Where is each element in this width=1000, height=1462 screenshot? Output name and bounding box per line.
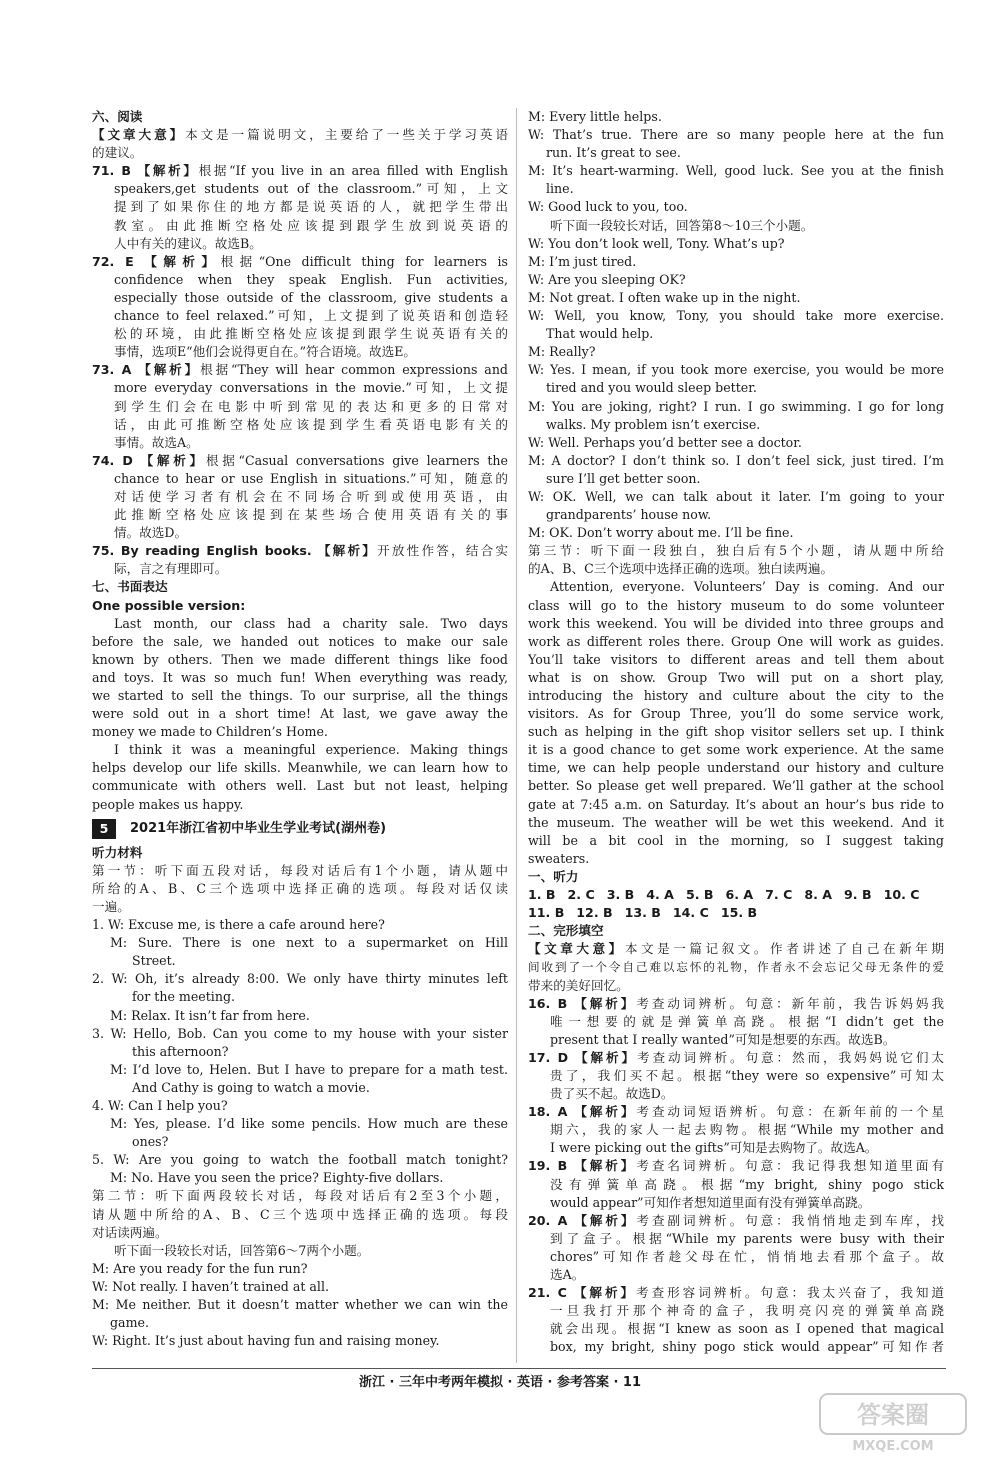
footer-rule [92,1368,946,1369]
long-dialog-2: W: You don’t look well, Tony. What’s up? M: I’m just tired. W: Are you sleeping OK? M: Not great. I often wake up in the night. W: Well, you know, Tony, you should take more exercise. That would help. M: Really? W: Yes. I mean, if you took more exercise, you would be more tired and you would sleep better. M: You are joking, right? I run. I go swimming. I go for long walks. My problem isn’t exercise. W: Well. Perhaps you’d better see a doctor. M: A doctor? I don’t think so. I don’t feel sick, just tired. I’m sure I’ll get better soon. W: OK. Well, we can talk about it later. I’m going to your grandparents’ house now. M: OK. Don’t worry about me. I’ll be fine. [528,235,944,541]
dialog-1: 1. W: Excuse me, is there a cafe around here? M: Sure. There is one next to a supermarket on Hill Street. [92,917,508,969]
section-title: 2021年浙江省初中毕业生学业考试(湖州卷) [130,820,387,836]
summary-line: 的建议。 [92,145,143,161]
question-17: 17. D 【解析】考查动词辨析。句意：然而，我妈妈说它们太 贵了，我们买不起。根据“they were so expensive”可知太 贵了买不起。故选D。 [528,1049,944,1102]
part6-heading: 六、阅读 [92,109,143,124]
dialog-4: 4. W: Can I help you? M: Yes, please. I’d like some pencils. How much are these ones? [92,1097,508,1150]
right-column: M: Every little helps. W: That’s true. There are so many people here at the fun run. It’s great to see. M: It’s heart-warming. Well, good luck. See you at the finish line. W: Good luck to you, too. 听下面一段较长对话，回答第8～10三个小题。 W: You don’t look well, Tony. What’s up? M: I’m just tired. W: Are you sleeping OK? M: Not great. I often wake up in the night. W: Well, you know, Tony, you should take more exercise. That would help. M: Really? W: Yes. I mean, if you took more exercise, you would be more tired and you would sleep better. M: You are joking, right? I run. I go swimming. I go for long walks. My problem isn’t exercise. W: Well. Perhaps you’d better see a doctor. M: A doctor? I don’t think so. I don’t feel sick, just tired. I’m sure I’ll get better soon. W: OK. Well, we can talk about it later. I’m going to your grandparents’ house now. M: OK. Don’t worry about me. I’ll be fine. 第三节：听下面一段独白，独白后有5个小题，请从题中所给 的A、B、C三个选项中选择正确的选项。独白读两遍。 Attention, everyone. Volunteers’ Day is coming. And our class will go to the history museum to do some volunteer work this weekend. You will be divided into three groups and work as different roles there. Group One will work as guides. You’ll take visitors to different areas and tell them about what is on show. Group Two will put on a short play, introducing the history and culture about the city to the visitors. As for Group Three, you’ll do some service work, such as helping in the gift shop visitor sellers set up. I think it is a good chance to get some work experience. At the same time, we can help people understand our history and culture better. So please get well prepared. We’ll gather at the school gate at 7:45 a.m. on Saturday. It’s about an hour’s bus ride to the museum. The weather will be wet this weekend. And it will be a bit cool in the morning, so I suggest taking sweaters. 一、听力 1. B 2. C 3. B 4. A 5. B 6. A 7. C 8. A 9. B 10. C 11. B 12. B 13. B 14. C 15. B 二、完形填空 【文章大意】本文是一篇记叙文。作者讲述了自己在新年期 间收到了一个令自己难以忘怀的礼物，作者永不会忘记父母无条件的爱 带来的美好回忆。 16. B 【解析】考查动词辨析。句意：新年前，我告诉妈妈我 唯一想要的就是弹簧单高跷。根据“I didn’t get the present that I really wanted”可知是想要的东西。故选B。 17. D 【解析】考查动词辨析。句意：然而，我妈妈说它们太 贵了，我们买不起。根据“they were so expensive”可知太 贵了买不起。故选D。 18. A 【解析】考查动词短语辨析。句意：在新年前的一个星 期六，我的家人一起去购物。根据“While my mother and I were picking out the gifts”可知是去购物了。故选A。 19. B 【解析】考查名词辨析。句意：我记得我想知道里面有 没有弹簧单高跷。根据“my bright, shiny pogo stick would appear”可知作者想知道里面有没有弹簧单高跷。 20. A 【解析】考查副词辨析。句意：我悄悄地走到车库，找 到了盒子。根据“While my parents were busy with their chores”可知作者趁父母在忙，悄悄地去看那个盒子。故 选A。 21. C 【解析】考查形容词辨析。句意：我太兴奋了，我知道 一旦我打开那个神奇的盒子，我明亮闪亮的弹簧单高跷 就会出现。根据“I knew as soon as I opened that magical box, my bright, shiny pogo stick would appear”可知作者 [528,108,944,1356]
page-footer: 浙江 · 三年中考两年模拟 · 英语 · 参考答案 · 11 [358,1375,642,1390]
answer-key-row: 11. B 12. B 13. B 14. C 15. B [528,905,758,921]
column-divider [516,108,517,1363]
question-18: 18. A 【解析】考查动词短语辨析。句意：在新年前的一个星 期六，我的家人一起去购物。根据“While my mother and I were picking out the gifts”可知是去购物了。故选A。 [528,1104,944,1156]
answer-key-row: 1. B 2. C 3. B 4. A 5. B 6. A 7. C 8. A 9. B 10. C [528,887,920,903]
long-dialog-1: M: Are you ready for the fun run? W: Not really. I haven’t trained at all. M: Me neither. But it doesn’t matter whether we can win the game. W: Right. It’s just about having fun and raising money. [92,1260,508,1349]
left-column: 六、阅读 【文章大意】本文是一篇说明文，主要给了一些关于学习英语 的建议。 71. B 【解析】根据“If you live in an area filled with English speakers,get students out of the classroom.”可知，上文 提到了如果你住的地方都是说英语的人，就把学生带出 教室。由此推断空格处应该提到跟学生放到说英语的 人中有关的建议。故选B。 72. E 【解析】根据“One difficult thing for learners is confidence when they speak English. Fun activities, especially those outside of the classroom, give students a chance to feel relaxed.”可知，上文提到了说英语和创造轻 松的环境，由此推断空格处应该提到跟学生说英语有关的 事情，选项E“他们会说得更自在。”符合语境。故选E。 73. A 【解析】根据“They will hear common expressions and more everyday conversations in the movie.”可知，上文提 到学生们会在电影中听到常见的表达和更多的日常对 话，由此可推断空格处应该提到学生看英语电影有关的 事情。故选A。 74. D 【解析】根据“Casual conversations give learners the chance to hear or use English in situations.”可知，随意的 对话使学习者有机会在不同场合听到或使用英语，由 此推断空格处应该提到在某些场合使用英语有关的事 情。故选D。 75. By reading English books. 【解析】开放性作答，结合实 际，言之有理即可。 七、书面表达 One possible version: Last month, our class had a charity sale. Two days before the sale, we handed out notices to make our sale known by others. Then we made different things like food and toys. It was so much fun! When everything was ready, we started to sell the things. To our surprise, all the things were sold out in a short time! At last, we gave away the money we made to Children’s Home. I think it was a meaningful experience. Making things helps develop our life skills. Meanwhile, we can learn how to communicate with others well. Last but not least, helping people makes us happy. 5 2021年浙江省初中毕业生学业考试(湖州卷) 听力材料 第一节：听下面五段对话，每段对话后有1个小题，请从题中 所给的A、B、C三个选项中选择正确的选项。每段对话仅读 一遍。 1. W: Excuse me, is there a cafe around here? M: Sure. There is one next to a supermarket on Hill Street. 2. W: Oh, it’s already 8:00. We only have thirty minutes left for the meeting. M: Relax. It isn’t far from here. 3. W: Hello, Bob. Can you come to my house with your sister this afternoon? M: I’d love to, Helen. But I have to prepare for a math test. And Cathy is going to watch a movie. 4. W: Can I help you? M: Yes, please. I’d like some pencils. How much are these ones? 5. W: Are you going to watch the football match tonight? M: No. Have you seen the price? Eighty-five dollars. 第二节：听下面两段较长对话，每段对话后有2至3个小题， 请从题中所给的A、B、C三个选项中选择正确的选项。每段 对话读两遍。 听下面一段较长对话，回答第6～7两个小题。 M: Are you ready for the fun run? W: Not really. I haven’t trained at all. M: Me neither. But it doesn’t matter whether we can win the game. W: Right. It’s just about having fun and raising money. [92,108,508,1350]
section-header [92,818,508,840]
question-75: 75. By reading English books. 【解析】开放性作答，结合实 际，言之有理即可。 [92,543,508,577]
section-number-badge: 5 [92,819,116,839]
question-20: 20. A 【解析】考查副词辨析。句意：我悄悄地走到车库，找 到了盒子。根据“While my parents were busy with their chores”可知作者趁父母在忙，悄悄地去看那个盒子。故 选A。 [528,1212,944,1282]
cloze-heading: 二、完形填空 [528,923,604,939]
long-dialog-1-continued: M: Every little helps. W: That’s true. There are so many people here at the fun run. It’s great to see. M: It’s heart-warming. Well, good luck. See you at the finish line. W: Good luck to you, too. [528,109,944,215]
question-72: 72. E 【解析】根据“One difficult thing for learners is confidence when they speak English. Fun activities, especially those outside of the classroom, give students a chance to feel relaxed.”可知，上文提到了说英语和创造轻 松的环境，由此推断空格处应该提到跟学生说英语有关的 事情，选项E“他们会说得更自在。”符合语境。故选E。 [92,253,508,360]
watermark-title: 答案圈 [857,1401,929,1429]
question-21: 21. C 【解析】考查形容词辨析。句意：我太兴奋了，我知道 一旦我打开那个神奇的盒子，我明亮闪亮的弹簧单高跷 就会出现。根据“I knew as soon as I opened that magical box, my bright, shiny pogo stick would appear”可知作者 [528,1285,944,1355]
watermark-logo [818,1392,968,1456]
dialog-3: 3. W: Hello, Bob. Can you come to my house with your sister this afternoon? M: I’d love to, Helen. But I have to prepare for a math test. And Cathy is going to watch a movie. [92,1025,508,1095]
question-71: 71. B 【解析】根据“If you live in an area filled with English speakers,get students out of the classroom.”可知，上文 提到了如果你住的地方都是说英语的人，就把学生带出 教室。由此推断空格处应该提到跟学生放到说英语的 人中有关的建议。故选B。 [92,163,508,251]
part7-heading: 七、书面表达 [92,579,168,595]
question-74: 74. D 【解析】根据“Casual conversations give learners the chance to hear or use English in situations.”可知，随意的 对话使学习者有机会在不同场合听到或使用英语，由 此推断空格处应该提到在某些场合使用英语有关的事 情。故选D。 [92,452,508,541]
question-19: 19. B 【解析】考查名词辨析。句意：我记得我想知道里面有 没有弹簧单高跷。根据“my bright, shiny pogo stick would appear”可知作者想知道里面有没有弹簧单高跷。 [528,1158,944,1210]
version-label: One possible version: [92,597,246,613]
essay: Last month, our class had a charity sale. Two days before the sale, we handed out notices to make our sale known by others. Then we made different things like food and toys. It was so much fun! When everything was ready, we started to sell the things. To our surprise, all the things were sold out in a short time! At last, we gave away the money we made to Children’s Home. I think it was a meaningful experience. Making things helps develop our life skills. Meanwhile, we can learn how to communicate with others well. Last but not least, helping people makes us happy. [92,615,508,812]
dialog-2: 2. W: Oh, it’s already 8:00. We only have thirty minutes left for the meeting. M: Relax. It isn’t far from here. [92,971,508,1023]
listening-material-heading: 听力材料 [92,844,143,860]
dialog-5: 5. W: Are you going to watch the football match tonight? M: No. Have you seen the price? Eighty-five dollars. [92,1152,508,1186]
monologue: Attention, everyone. Volunteers’ Day is coming. And our class will go to the history museum to do some volunteer work this weekend. You will be divided into three groups and work as different roles there. Group One will work as guides. You’ll take visitors to different areas and tell them about what is on show. Group Two will put on a short play, introducing the history and culture about the city to the visitors. As for Group Three, you’ll do some service work, such as helping in the gift shop visitor sellers set up. I think it is a good chance to get some work experience. At the same time, we can help people understand our history and culture better. So please get well prepared. We’ll gather at the school gate at 7:45 a.m. on Saturday. It’s about an hour’s bus ride to the museum. The weather will be wet this weekend. And it will be a bit cool in the morning, so I suggest taking sweaters. [528,579,944,866]
summary-line: 【文章大意】本文是一篇说明文，主要给了一些关于学习英语 [92,127,508,143]
question-73: 73. A 【解析】根据“They will hear common expressions and more everyday conversations in the movie.”可知，上文提 到学生们会在电影中听到常见的表达和更多的日常对 话，由此可推断空格处应该提到学生看英语电影有关的 事情。故选A。 [92,362,508,450]
question-16: 16. B 【解析】考查动词辨析。句意：新年前，我告诉妈妈我 唯一想要的就是弹簧单高跷。根据“I didn’t get the present that I really wanted”可知是想要的东西。故选B。 [528,995,944,1047]
watermark-url: MXQE.COM [852,1439,934,1454]
listening-answers-heading: 一、听力 [528,868,579,884]
